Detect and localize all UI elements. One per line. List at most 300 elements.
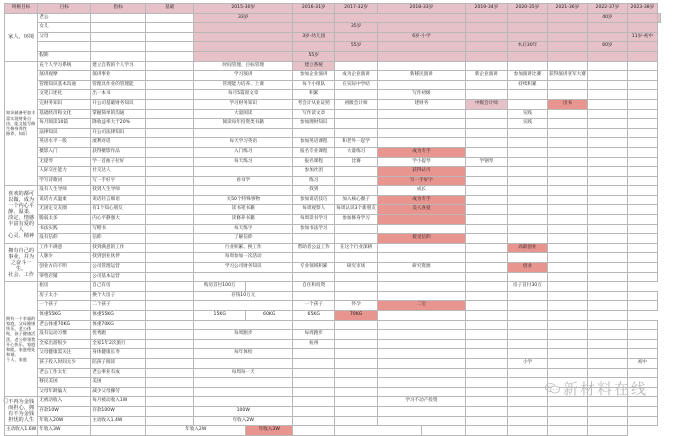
- year-cell: 每天练习: [194, 157, 293, 167]
- base-cell: [146, 138, 194, 148]
- target-cell: 管理知识基本沟通: [38, 80, 91, 90]
- year-cell: [587, 224, 627, 234]
- year-cell: [627, 339, 657, 349]
- table-row: [5, 272, 661, 282]
- measure-cell: 存款100W: [91, 406, 146, 416]
- year-cell: 6岁-小学: [377, 32, 465, 42]
- year-cell: [507, 311, 547, 321]
- header-year-2022: 2022-37岁: [587, 4, 627, 14]
- year-cell: [465, 253, 507, 263]
- year-cell: [547, 42, 587, 52]
- year-cell: [587, 291, 627, 301]
- year-cell: [335, 349, 378, 359]
- measure-cell: [91, 32, 146, 42]
- target-cell: 主动收入1.6W: [5, 426, 38, 436]
- year-cell: [507, 176, 547, 186]
- year-cell: [507, 61, 547, 71]
- year-cell: 15KG: [194, 311, 246, 321]
- year-cell: [335, 13, 466, 23]
- year-cell: [377, 416, 465, 426]
- year-cell: 3岁-幼儿园: [293, 32, 335, 42]
- target-cell: 无被动收入: [38, 397, 91, 407]
- year-cell: [627, 42, 657, 52]
- year-cell: [465, 339, 507, 349]
- year-cell: [377, 368, 465, 378]
- year-cell: [587, 90, 627, 100]
- year-cell: 成为专手: [377, 147, 465, 157]
- year-cell: [627, 167, 657, 177]
- year-cell: 读修养书籍: [194, 215, 293, 225]
- year-cell: 新企业演讲: [465, 71, 507, 81]
- year-cell: [465, 378, 507, 388]
- year-cell: [587, 167, 627, 177]
- target-cell: 完财务知识: [38, 99, 91, 109]
- measure-cell: 建立自我的个人学习: [91, 61, 146, 71]
- target-cell: 老公体重70KG: [38, 320, 91, 330]
- base-cell: [146, 378, 194, 388]
- year-cell: [627, 272, 657, 282]
- year-cell: [335, 406, 378, 416]
- year-cell: [465, 176, 507, 186]
- year-cell: [547, 349, 587, 359]
- group-cell: [5, 243, 38, 281]
- year-cell: [465, 205, 507, 215]
- year-cell: [587, 51, 627, 61]
- target-cell: 孩子投入时间太少: [38, 358, 91, 368]
- base-cell: [146, 80, 194, 90]
- year-cell: [507, 378, 547, 388]
- year-cell: 报名课程: [293, 157, 335, 167]
- target-cell: 房子太小: [38, 291, 91, 301]
- year-cell: [293, 253, 335, 263]
- target-cell: 摄影入门: [38, 147, 91, 157]
- base-cell: [146, 253, 194, 263]
- year-cell: [335, 119, 378, 129]
- table-row: [5, 282, 661, 292]
- year-cell: [335, 416, 378, 426]
- target-cell: 父母: [38, 32, 91, 42]
- year-cell: [194, 339, 293, 349]
- year-cell: [377, 387, 465, 397]
- year-cell: [465, 80, 507, 90]
- year-cell: 时间管理、目标管理: [194, 61, 293, 71]
- base-cell: [146, 205, 194, 215]
- year-cell: [627, 224, 657, 234]
- year-cell: [194, 32, 293, 42]
- year-cell: [335, 320, 378, 330]
- measure-cell: 管理具作业的管理能: [91, 80, 146, 90]
- year-cell: 新移民演讲: [377, 71, 465, 81]
- year-cell: [465, 311, 507, 321]
- year-cell: [627, 243, 657, 253]
- year-cell: 读书笔书籍: [194, 205, 293, 215]
- year-cell: [377, 42, 465, 52]
- year-cell: [465, 243, 507, 253]
- group-label: 修养、知识: [6, 131, 27, 137]
- year-cell: [335, 253, 378, 263]
- year-cell: [465, 13, 507, 23]
- year-cell: 二宝: [377, 301, 465, 311]
- year-cell: [507, 330, 547, 340]
- year-cell: 大量阅读: [194, 109, 293, 119]
- year-cell: [293, 358, 335, 368]
- year-cell: [587, 320, 627, 330]
- year-cell: [194, 320, 293, 330]
- year-cell: [627, 301, 657, 311]
- year-cell: 每周认识3个新朋友: [335, 205, 378, 215]
- year-cell: 70KG: [335, 311, 378, 321]
- year-cell: 积累: [293, 90, 335, 100]
- year-cell: 了解信仰: [194, 234, 293, 244]
- year-cell: [377, 339, 465, 349]
- header-year-2019: 2019-34岁: [465, 4, 507, 14]
- year-cell: [465, 234, 507, 244]
- year-cell: 管理能力培养、上课: [194, 80, 293, 90]
- target-cell: 英语水平一般: [38, 138, 91, 148]
- measure-cell: 找到人生导师: [91, 186, 146, 196]
- year-cell: [465, 301, 507, 311]
- year-cell: [627, 71, 657, 81]
- measure-cell: 找到创业伙伴: [91, 253, 146, 263]
- measure-cell: 优秀跑: [91, 330, 146, 340]
- year-cell: 购房首付100万: [194, 282, 246, 292]
- table-row: [5, 301, 661, 311]
- year-cell: [377, 291, 465, 301]
- year-cell: 参加企业演讲: [293, 71, 335, 81]
- year-cell: 每年体检: [194, 349, 293, 359]
- target-cell: 每月阅读10篇: [38, 119, 91, 129]
- year-cell: [657, 13, 660, 23]
- table-row: [5, 320, 661, 330]
- target-cell: 存款10W: [38, 406, 91, 416]
- year-cell: 一个孩子: [293, 301, 335, 311]
- base-cell: [146, 147, 194, 157]
- year-cell: [465, 23, 507, 33]
- header-target: 目标: [38, 4, 91, 14]
- measure-cell: 每月被动收入1W: [91, 397, 146, 407]
- year-cell: [547, 426, 587, 436]
- year-cell: [293, 291, 335, 301]
- year-cell: [507, 186, 547, 196]
- table-row: [5, 109, 661, 119]
- year-cell: [587, 61, 627, 71]
- year-cell: [547, 301, 587, 311]
- table-row: [5, 224, 661, 234]
- year-cell: [465, 397, 507, 407]
- base-cell: [146, 195, 194, 205]
- year-cell: [587, 119, 627, 129]
- year-cell: [507, 224, 547, 234]
- year-cell: [335, 272, 378, 282]
- year-cell: [507, 349, 547, 359]
- year-cell: [507, 320, 547, 330]
- year-cell: 学习演讲: [194, 71, 293, 81]
- header-year-2018: 2018-33岁: [377, 4, 465, 14]
- base-cell: [146, 368, 194, 378]
- group-label: 社会、工作: [8, 271, 35, 278]
- year-cell: [547, 157, 587, 167]
- base-cell: [146, 167, 194, 177]
- year-cell: [194, 378, 293, 388]
- year-cell: [194, 42, 293, 52]
- year-cell: [587, 416, 627, 426]
- base-cell: [146, 243, 194, 253]
- year-cell: [465, 51, 507, 61]
- base-cell: [146, 119, 194, 129]
- year-cell: [465, 263, 507, 273]
- year-cell: [547, 205, 587, 215]
- year-cell: [587, 186, 627, 196]
- year-cell: [547, 416, 587, 426]
- year-cell: 参加说话技巧: [293, 195, 335, 205]
- measure-cell: 换个大房子: [91, 291, 146, 301]
- year-cell: 写一手好字: [377, 176, 465, 186]
- year-cell: [335, 32, 378, 42]
- base-cell: [146, 51, 194, 61]
- base-cell: [146, 339, 194, 349]
- year-cell: [547, 138, 587, 148]
- target-cell: 一个孩子: [38, 301, 91, 311]
- target-cell: 老公工作太忙: [38, 368, 91, 378]
- year-cell: [587, 195, 627, 205]
- table-row: [5, 349, 661, 359]
- year-cell: [465, 330, 507, 340]
- year-cell: [587, 243, 627, 253]
- year-cell: 建财务: [377, 99, 465, 109]
- year-cell: [627, 291, 657, 301]
- year-cell: [587, 272, 627, 282]
- year-cell: [547, 243, 587, 253]
- measure-cell: 美国: [91, 378, 146, 388]
- base-cell: [91, 426, 146, 436]
- year-cell: [547, 51, 587, 61]
- year-cell: [627, 330, 657, 340]
- year-cell: 出书: [547, 99, 587, 109]
- group-cell: [5, 186, 38, 244]
- year-cell: [627, 234, 657, 244]
- year-cell: [627, 61, 657, 71]
- base-cell: [146, 13, 194, 23]
- measure-cell: 公司管理运营: [91, 263, 146, 273]
- year-cell: [377, 109, 465, 119]
- target-cell: 年收入20W: [38, 416, 91, 426]
- measure-cell: 有1个知心朋友: [91, 205, 146, 215]
- table-row: [5, 243, 661, 253]
- year-cell: [335, 397, 378, 407]
- year-cell: [587, 368, 627, 378]
- year-cell: [587, 71, 627, 81]
- year-cell: [465, 320, 507, 330]
- year-cell: [465, 195, 507, 205]
- year-cell: [293, 426, 335, 436]
- year-cell: 写作初级: [377, 90, 465, 100]
- year-cell: [465, 349, 507, 359]
- year-cell: 写作读文章: [293, 109, 335, 119]
- year-cell: [627, 416, 657, 426]
- year-cell: [377, 128, 465, 138]
- group-desc: 知识储备更加丰富实现财务自由，能文能写修生修身养性: [6, 110, 36, 132]
- table-row: [5, 167, 661, 177]
- year-cell: [194, 23, 293, 33]
- year-cell: 练习: [293, 176, 335, 186]
- year-cell: 房子首付30万: [507, 282, 547, 292]
- year-cell: [587, 339, 627, 349]
- measure-cell: 开公司法律知识: [91, 128, 146, 138]
- year-cell: [377, 330, 465, 340]
- year-cell: [335, 330, 378, 340]
- year-cell: 参加修身学习: [335, 215, 378, 225]
- base-cell: [146, 416, 194, 426]
- year-cell: [507, 215, 547, 225]
- year-cell: [194, 358, 293, 368]
- target-cell: 无提琴: [38, 157, 91, 167]
- table-row: [5, 32, 661, 42]
- year-cell: 获得认可: [377, 167, 465, 177]
- year-cell: [377, 320, 465, 330]
- year-cell: [335, 234, 378, 244]
- year-cell: 小学: [507, 358, 547, 368]
- year-cell: [547, 291, 587, 301]
- year-cell: [627, 51, 657, 61]
- table-row: [5, 186, 661, 196]
- year-cell: [507, 387, 547, 397]
- year-cell: [507, 195, 547, 205]
- target-cell: 没有人生导师: [38, 186, 91, 196]
- base-cell: [146, 90, 194, 100]
- table-row: [5, 61, 661, 71]
- year-cell: [547, 272, 587, 282]
- year-cell: 创业: [507, 263, 547, 273]
- year-cell: [587, 406, 627, 416]
- group-cell: [5, 61, 38, 186]
- year-cell: [547, 61, 587, 71]
- year-cell: 比赛: [335, 157, 378, 167]
- year-cell: [377, 215, 465, 225]
- base-cell: [146, 397, 194, 407]
- year-cell: [587, 311, 627, 321]
- year-cell: 行业积累、换工作: [194, 243, 293, 253]
- year-cell: [627, 128, 657, 138]
- table-row: [5, 157, 661, 167]
- year-cell: [377, 253, 465, 263]
- year-cell: 成长: [377, 186, 465, 196]
- year-cell: [627, 99, 657, 109]
- year-cell: [194, 272, 293, 282]
- year-cell: [465, 282, 507, 292]
- table-row: [5, 176, 661, 186]
- year-cell: [627, 368, 657, 378]
- base-cell: [146, 176, 194, 186]
- base-cell: [146, 42, 194, 52]
- year-cell: [335, 186, 378, 196]
- year-cell: 怀孕: [335, 301, 378, 311]
- table-row: [5, 23, 661, 33]
- table-row: [5, 128, 661, 138]
- year-cell: 报名专业课程: [293, 147, 335, 157]
- year-cell: [335, 282, 378, 292]
- table-row: [5, 195, 661, 205]
- year-cell: [377, 406, 465, 416]
- year-cell: [587, 128, 627, 138]
- year-cell: 60KG: [246, 311, 293, 321]
- year-cell: [465, 32, 507, 42]
- target-cell: 创业方向不明: [38, 263, 91, 273]
- target-cell: 父母年龄偏大: [38, 387, 91, 397]
- year-cell: 关50个特殊事物: [194, 195, 293, 205]
- year-cell: [547, 358, 587, 368]
- base-cell: [146, 320, 194, 330]
- target-cell: 租房: [38, 282, 91, 292]
- year-cell: [507, 51, 547, 61]
- table-row: [5, 234, 661, 244]
- measure-cell: 学一首曲子拉好: [91, 157, 146, 167]
- target-cell: 老公: [38, 13, 91, 23]
- year-cell: 研究市场: [335, 263, 378, 273]
- base-cell: [146, 157, 194, 167]
- year-cell: 每周读书学习: [293, 215, 335, 225]
- year-cell: [507, 291, 547, 301]
- year-cell: [587, 358, 627, 368]
- measure-cell: 写一手好字: [91, 176, 146, 186]
- year-cell: 研究资源: [377, 263, 465, 273]
- year-cell: [293, 272, 335, 282]
- year-cell: [587, 301, 627, 311]
- year-cell: [547, 224, 587, 234]
- year-cell: [507, 147, 547, 157]
- header-year-2020: 2020-35岁: [507, 4, 547, 14]
- year-cell: [587, 138, 627, 148]
- table-row: [5, 291, 661, 301]
- table-row: [5, 253, 661, 263]
- year-cell: [465, 61, 507, 71]
- wechat-icon: [545, 383, 560, 394]
- year-cell: 100W: [194, 406, 293, 416]
- year-cell: 成为专手: [377, 195, 465, 205]
- year-cell: [335, 368, 378, 378]
- year-cell: 学习财务知识: [194, 99, 293, 109]
- year-cell: 参加理财知识: [293, 119, 335, 129]
- target-cell: [38, 42, 91, 52]
- year-cell: [507, 13, 547, 23]
- year-cell: [627, 215, 657, 225]
- year-cell: [465, 167, 507, 177]
- measure-cell: 主动收入1.4W: [91, 416, 146, 426]
- year-cell: [507, 90, 547, 100]
- year-cell: 看书学: [194, 176, 293, 186]
- watermark-brand: 新材料在线: [562, 380, 648, 398]
- year-cell: 存钱10万元: [194, 291, 293, 301]
- measure-cell: 身体健康长寿: [91, 349, 146, 359]
- target-cell: 工作不满意: [38, 243, 91, 253]
- measure-cell: 自己有房: [91, 282, 146, 292]
- measure-cell: 获得摄影作品: [91, 147, 146, 157]
- header-base: 基础: [146, 4, 194, 14]
- year-cell: [377, 311, 465, 321]
- year-cell: [627, 186, 657, 196]
- year-cell: [587, 176, 627, 186]
- group-cell: [5, 282, 38, 397]
- year-cell: [627, 205, 657, 215]
- target-cell: 没有运动习惯: [38, 330, 91, 340]
- year-cell: [293, 349, 335, 359]
- year-cell: [293, 397, 335, 407]
- year-cell: [507, 138, 547, 148]
- measure-cell: 社交达人: [91, 167, 146, 177]
- year-cell: [547, 339, 587, 349]
- base-cell: [146, 128, 194, 138]
- table-row: [5, 99, 661, 109]
- year-cell: [507, 128, 547, 138]
